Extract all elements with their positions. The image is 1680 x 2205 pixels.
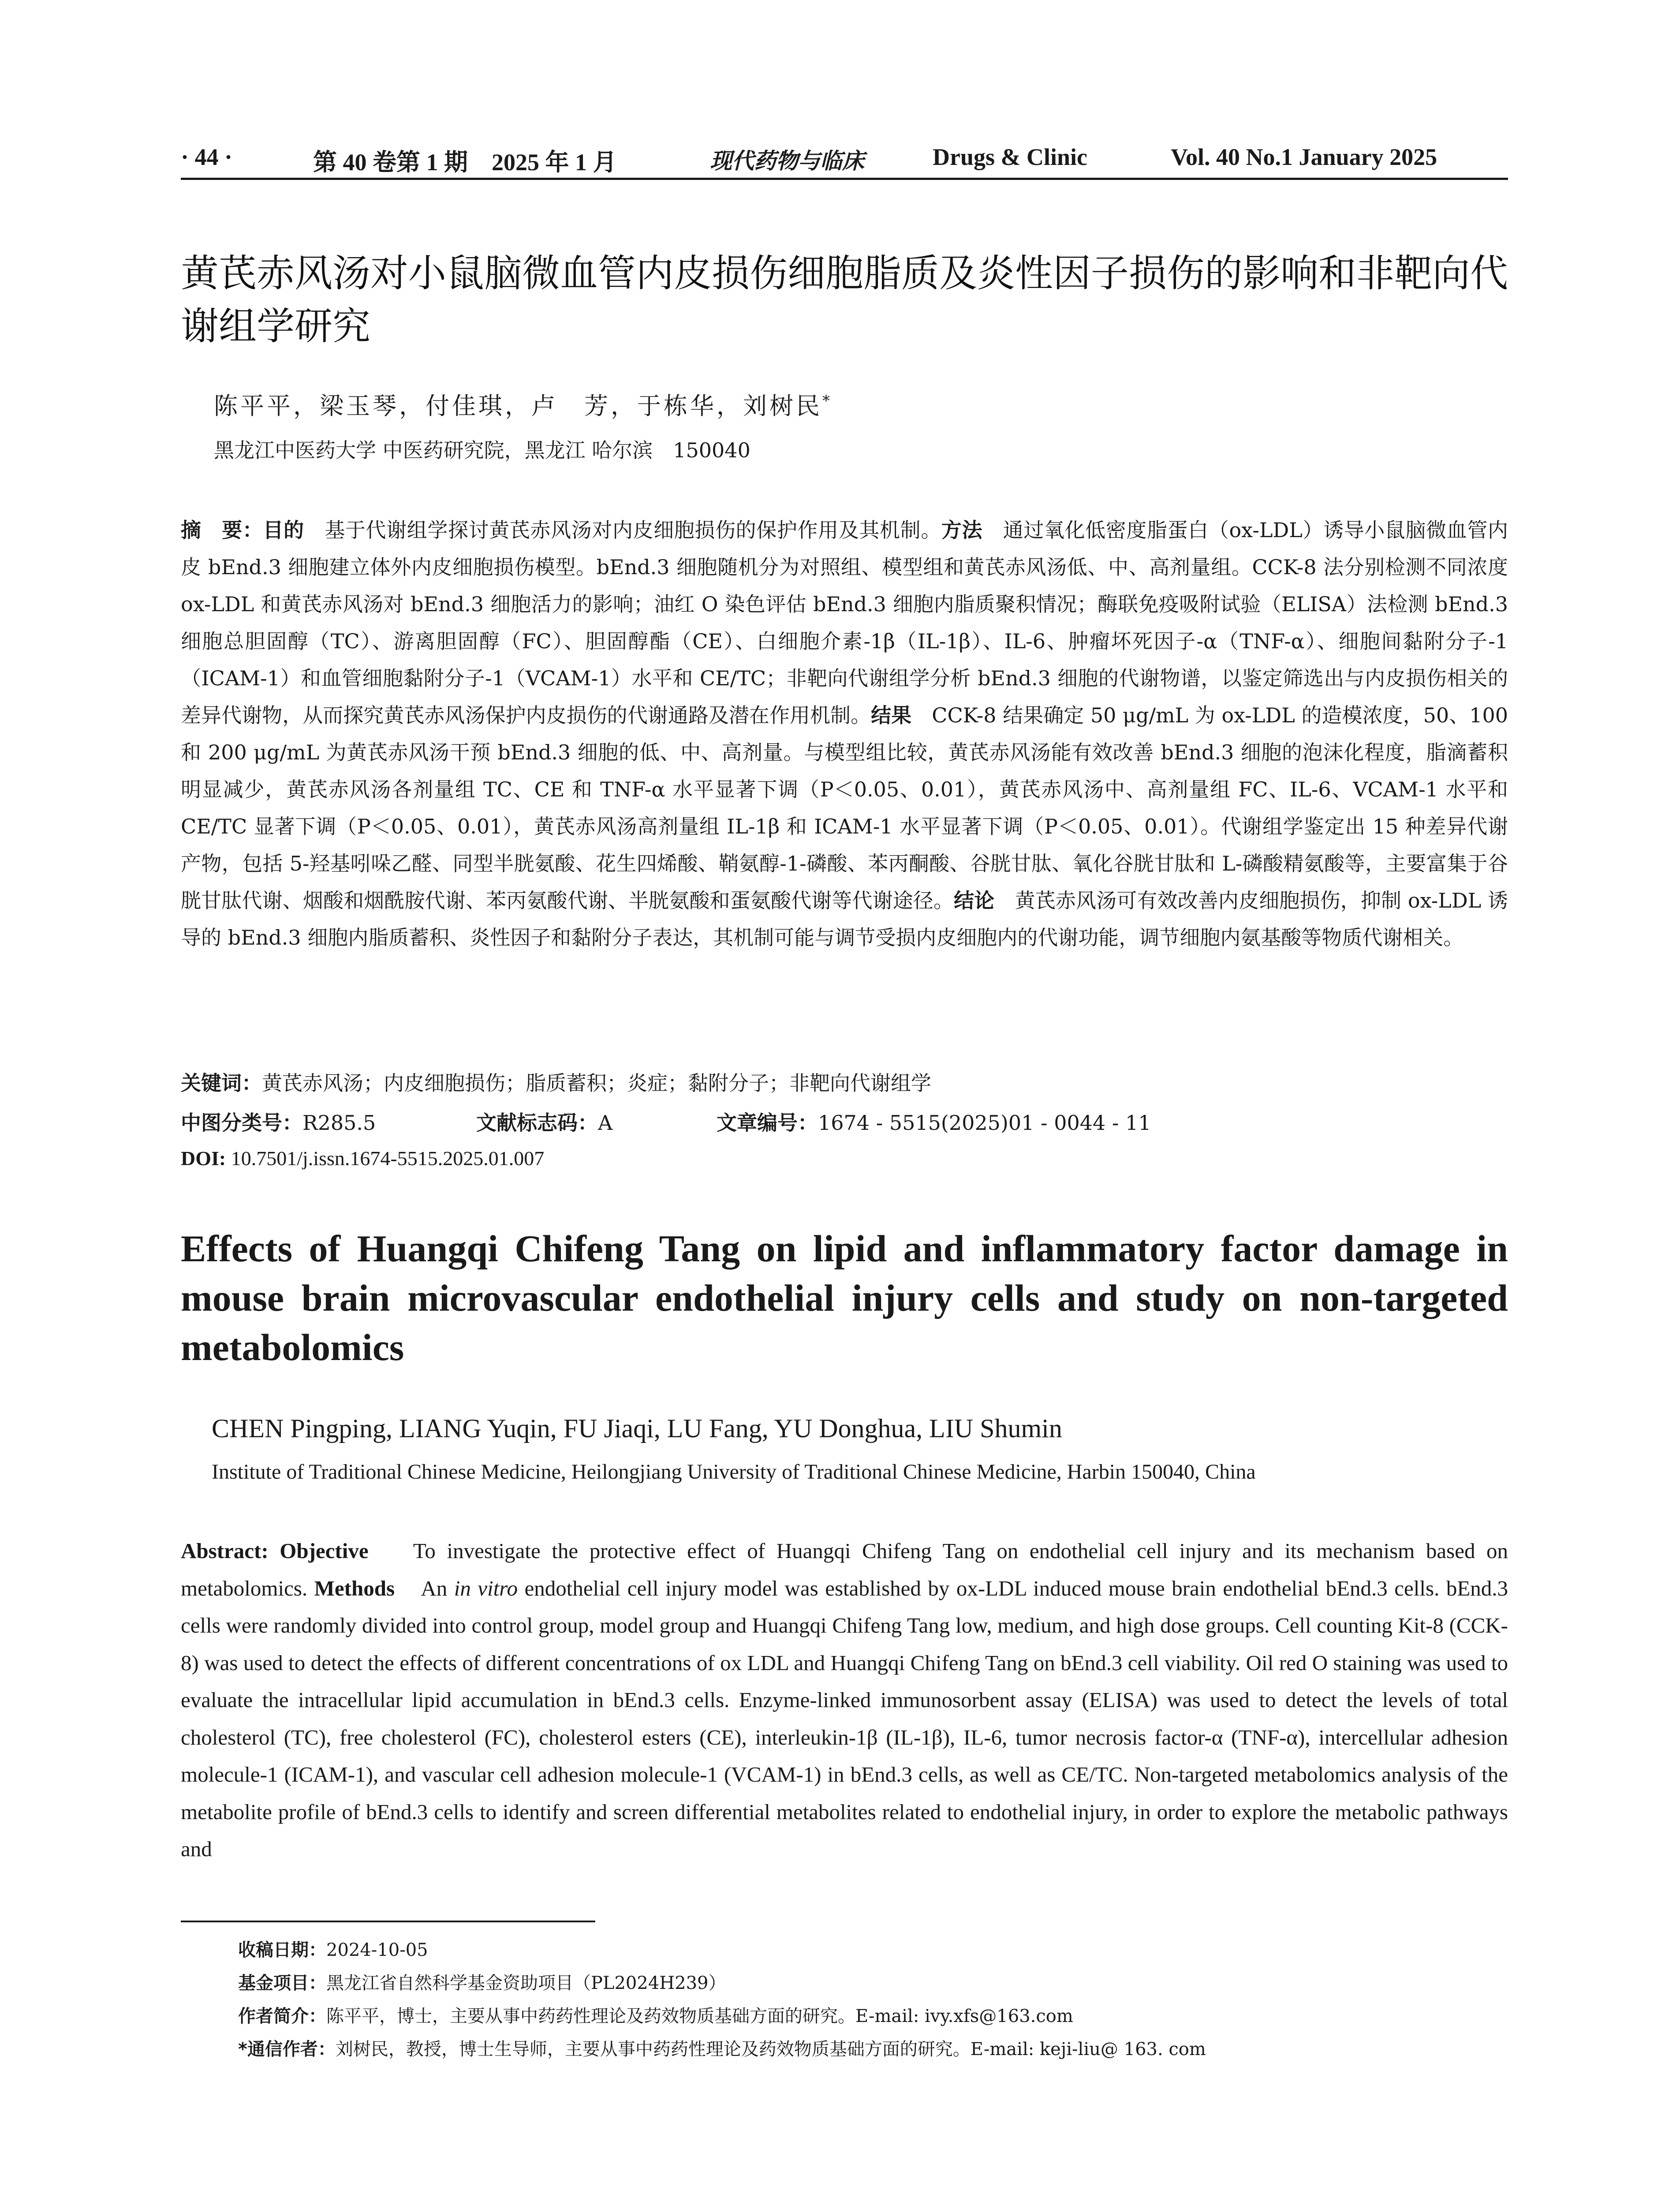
doi-value[interactable]: 10.7501/j.issn.1674-5515.2025.01.007 — [231, 1147, 545, 1170]
keywords-cn — [181, 1067, 931, 1096]
journal-name-en: Drugs & Clinic — [933, 144, 1087, 170]
doc-code-label: 文献标志码： — [476, 1111, 598, 1135]
doi-line — [181, 1147, 544, 1170]
affiliation-cn: 黑龙江中医药大学 中医药研究院，黑龙江 哈尔滨 150040 — [214, 438, 750, 462]
footnote-text: 2024-10-05 — [326, 1940, 428, 1960]
keywords-cn-value: 黄芪赤风汤；内皮细胞损伤；脂质蓄积；炎症；黏附分子；非靶向代谢组学 — [262, 1071, 931, 1095]
methods-en-pre: An — [421, 1576, 448, 1600]
page-number: · 44 · — [181, 144, 233, 170]
conclusion-cn-label: 结论 — [954, 889, 995, 912]
footnote-rule — [181, 1921, 595, 1922]
doc-code-value: A — [598, 1111, 613, 1135]
abstract-cn-label: 摘 要： — [181, 518, 263, 542]
conclusion-cn: 黄芪赤风汤可有效改善内皮细胞损伤，抑制 ox-LDL 诱导的 bEnd.3 细胞内脂质蓄积、炎性因子和黏附分子表达，其机制可能与调节受损内皮细胞内的代谢功能，调节细胞内氨基酸等物质代谢相关。 — [181, 889, 1508, 949]
results-cn-label: 结果 — [871, 703, 912, 727]
authors-cn-names: 陈平平，梁玉琴，付佳琪，卢 芳，于栋华，刘树民 — [214, 392, 822, 420]
title-en: Effects of Huangqi Chifeng Tang on lipid and inflammatory factor damage in mouse brain microvascular endothelial injury cells and study on non-targeted metabolomics — [181, 1227, 1508, 1368]
methods-en: endothelial cell injury model was established by ox-LDL induced mouse brain endothelial bEnd.3 cells. bEnd.3 cells were randomly divided into control group, model group and Huangqi Chifeng Tang low, medium, and high dose groups. Cell counting Kit-8 (CCK-8) was used to detect the effects of different concentrations of ox LDL and Huangqi Chifeng Tang on bEnd.3 cell viability. Oil red O staining was used to evaluate the intracellular lipid accumulation in bEnd.3 cells. Enzyme-linked immunosorbent assay (ELISA) was used to detect the levels of total cholesterol (TC), free cholesterol (FC), cholesterol esters (CE), interleukin-1β (IL-1β), IL-6, tumor necrosis factor-α (TNF-α), intercellular adhesion molecule-1 (ICAM-1), and vascular cell adhesion molecule-1 (VCAM-1) in bEnd.3 cells, as well as CE/TC. Non-targeted metabolomics analysis of the metabolite profile of bEnd.3 cells to identify and screen differential metabolites related to endothelial injury, in order to explore the metabolic pathways and — [181, 1576, 1508, 1861]
abstract-cn — [181, 512, 1508, 956]
footnote-corresponding — [238, 2035, 1206, 2060]
article-number-label: 文章编号： — [717, 1111, 818, 1135]
article-number-value: 1674 - 5515(2025)01 - 0044 - 11 — [818, 1111, 1151, 1135]
objective-en: To investigate the protective effect of Huangqi Chifeng Tang on endothelial cell injury and its mechanism based on metabolomics. — [181, 1539, 1508, 1600]
abstract-en-label: Abstract: — [181, 1539, 269, 1563]
methods-en-italic: in vitro — [454, 1576, 518, 1600]
footnote-text: 黑龙江省自然科学基金资助项目（PL2024H239） — [326, 1973, 726, 1993]
classification-line — [181, 1107, 1151, 1136]
footnote-text: 陈平平，博士，主要从事中药药性理论及药效物质基础方面的研究。E-mail: ivy.xfs@163.com — [326, 2006, 1073, 2026]
affiliation-en: Institute of Traditional Chinese Medicine, Heilongjiang University of Traditional Chinese Medicine, Harbin 150040, China — [212, 1460, 1256, 1484]
abstract-en — [181, 1532, 1508, 1868]
title-cn: 黄芪赤风汤对小鼠脑微血管内皮损伤细胞脂质及炎性因子损伤的影响和非靶向代谢组学研究 — [181, 251, 1508, 348]
objective-cn-label: 目的 — [263, 518, 304, 542]
authors-cn — [214, 387, 833, 421]
footnote-text: 刘树民，教授，博士生导师，主要从事中药药性理论及药效物质基础方面的研究。E-mail: keji-liu@ 163. com — [335, 2039, 1206, 2059]
clc-value: R285.5 — [302, 1111, 376, 1135]
methods-en-label: Methods — [314, 1576, 395, 1600]
footnote-label: 收稿日期： — [238, 1940, 326, 1960]
keywords-cn-label: 关键词： — [181, 1071, 262, 1095]
footnote-funding — [238, 1969, 726, 1994]
results-cn: CCK-8 结果确定 50 μg/mL 为 ox-LDL 的造模浓度，50、100 和 200 μg/mL 为黄芪赤风汤干预 bEnd.3 细胞的低、中、高剂量。与模型组比较，黄芪赤风汤能有效改善 bEnd.3 细胞的泡沫化程度，脂滴蓄积明显减少，黄芪赤风汤各剂量组 TC、CE 和 TNF-α 水平显著下调（P＜0.05、0.01），黄芪赤风汤中、高剂量组 FC、IL-6、VCAM-1 水平和 CE/TC 显著下调（P＜0.05、0.01），黄芪赤风汤高剂量组 IL-1β 和 ICAM-1 水平显著下调（P＜0.05、0.01）。代谢组学鉴定出 15 种差异代谢产物，包括 5-羟基吲哚乙醛、同型半胱氨酸、花生四烯酸、鞘氨醇-1-磷酸、苯丙酮酸、谷胱甘肽、氧化谷胱甘肽和 L-磷酸精氨酸等，主要富集于谷胱甘肽代谢、烟酸和烟酰胺代谢、苯丙氨酸代谢、半胱氨酸和蛋氨酸代谢等代谢途径。 — [181, 703, 1508, 912]
footnote-label: 基金项目： — [238, 1973, 326, 1993]
objective-cn: 基于代谢组学探讨黄芪赤风汤对内皮细胞损伤的保护作用及其机制。 — [325, 518, 941, 542]
footnote-label: 作者简介： — [238, 2006, 326, 2026]
running-header — [181, 139, 1499, 179]
footnote-author-bio — [238, 2002, 1073, 2027]
header-rule — [181, 178, 1508, 180]
footnote-label: *通信作者： — [238, 2039, 336, 2059]
doi-label: DOI: — [181, 1147, 226, 1170]
issue-cn: 第 40 卷第 1 期 2025 年 1 月 — [313, 149, 617, 176]
journal-name-cn: 现代药物与临床 — [710, 148, 864, 174]
footnote-received — [238, 1936, 428, 1961]
issue-en: Vol. 40 No.1 January 2025 — [1171, 144, 1437, 170]
clc-label: 中图分类号： — [181, 1111, 302, 1135]
methods-cn-label: 方法 — [941, 518, 983, 542]
authors-en: CHEN Pingping, LIANG Yuqin, FU Jiaqi, LU Fang, YU Donghua, LIU Shumin — [212, 1414, 1062, 1443]
corresponding-mark: * — [822, 392, 833, 410]
methods-cn: 通过氧化低密度脂蛋白（ox-LDL）诱导小鼠脑微血管内皮 bEnd.3 细胞建立体外内皮细胞损伤模型。bEnd.3 细胞随机分为对照组、模型组和黄芪赤风汤低、中、高剂量组。CCK-8 法分别检测不同浓度 ox-LDL 和黄芪赤风汤对 bEnd.3 细胞活力的影响；油红 O 染色评估 bEnd.3 细胞内脂质聚积情况；酶联免疫吸附试验（ELISA）法检测 bEnd.3 细胞总胆固醇（TC）、游离胆固醇（FC）、胆固醇酯（CE）、白细胞介素-1β（IL-1β）、IL-6、肿瘤坏死因子-α（TNF-α）、细胞间黏附分子-1（ICAM-1）和血管细胞黏附分子-1（VCAM-1）水平和 CE/TC；非靶向代谢组学分析 bEnd.3 细胞的代谢物谱，以鉴定筛选出与内皮损伤相关的差异代谢物，从而探究黄芪赤风汤保护内皮损伤的代谢通路及潜在作用机制。 — [181, 518, 1508, 727]
objective-en-label: Objective — [280, 1539, 369, 1563]
